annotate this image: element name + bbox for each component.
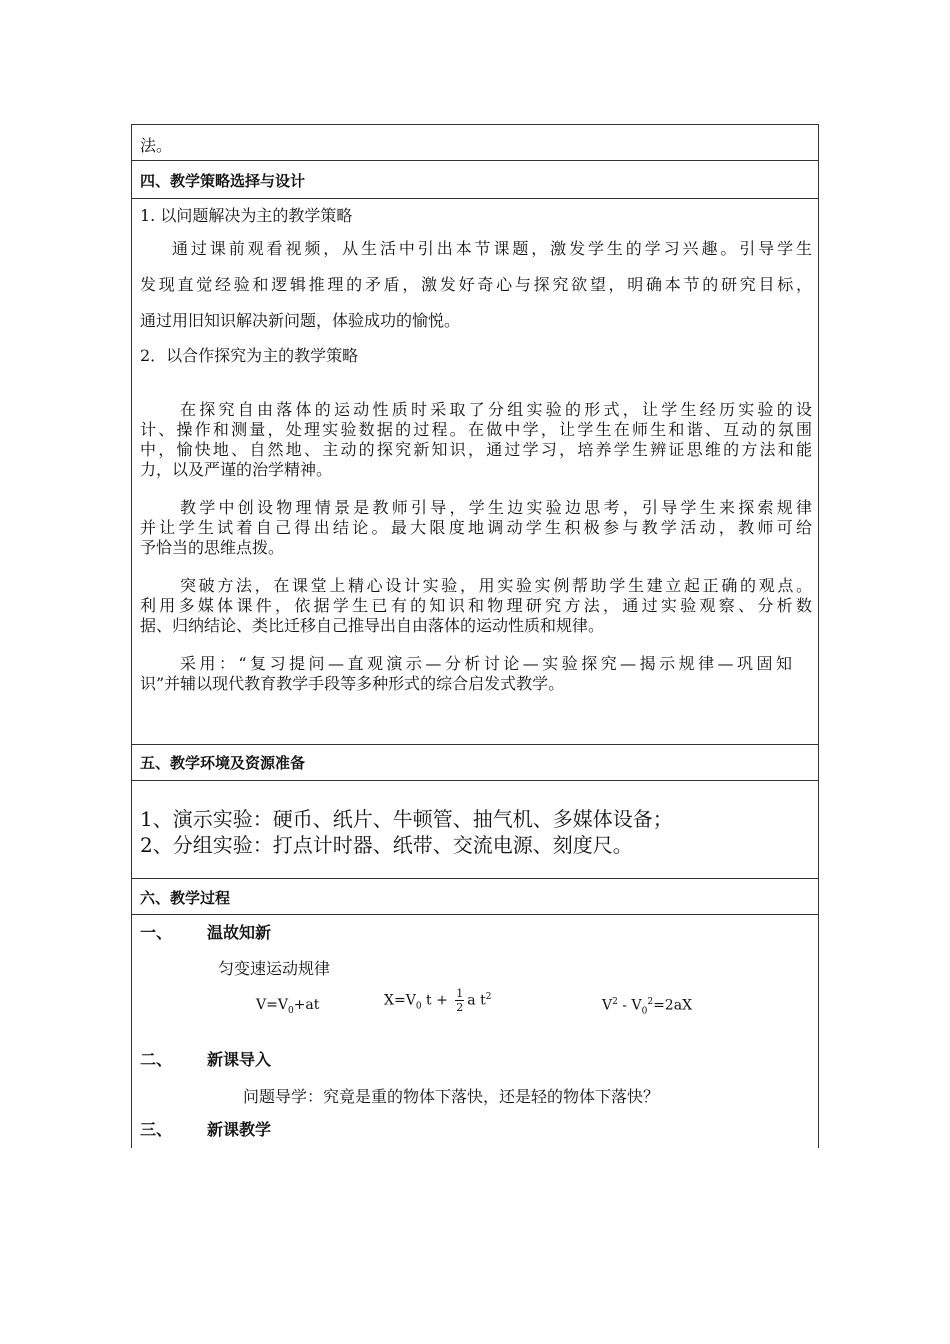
part-3-title: 新课教学 [207,1120,272,1139]
formula-velocity: $V=V_0+at$ [256,997,320,1016]
section-6-title: 六、教学过程 [140,889,231,907]
section-4-body [132,199,818,745]
strategy-2-p2-line-1: 教学中创设物理情景是教师引导，学生边实验边思考，引导学生来探索规律 [180,498,812,517]
strategy-2-p3-line-2: 利用多媒体课件，依据学生已有的知识和物理研究方法，通过实验观察、分析数 [140,596,812,615]
resource-line-1: 1、演示实验：硬币、纸片、牛顿管、抽气机、多媒体设备； [140,807,673,831]
lesson-plan-table [131,124,819,1148]
strategy-2-p3-line-3: 据、归纳结论、类比迁移自己推导出自由落体的运动性质和规律。 [140,616,605,635]
strategy-2-p1-line-1: 在探究自由落体的运动性质时采取了分组实验的形式，让学生经历实验的设 [180,400,812,419]
section-6-header [132,879,818,915]
continuation-text: 法。 [140,136,173,155]
strategy-2-p3-line-1: 突破方法，在课堂上精心设计实验，用实验实例帮助学生建立起正确的观点。 [180,576,812,595]
strategy-1-title: 1. 以问题解决为主的教学策略 [140,206,353,225]
strategy-1-line-2: 发现直觉经验和逻辑推理的矛盾，激发好奇心与探究欲望，明确本节的研究目标， [140,275,812,294]
part-3-number: 三、 [140,1120,173,1139]
strategy-2-p4-line-2: 识”并辅以现代教育教学手段等多种形式的综合启发式教学。 [140,674,565,693]
formula-displacement: $X=V_0$ t + $\frac{1}{2}$ a $t^2$ [384,987,492,1014]
strategy-2-p1-line-3: 中，愉快地、自然地、主动的探究新知识，通过学习，培养学生辨证思维的方法和能 [140,440,812,459]
section-4-title: 四、教学策略选择与设计 [140,172,306,190]
section-5-body [132,781,818,879]
part-1-title: 温故知新 [207,923,272,942]
strategy-2-p4-line-1: 采用：“复习提问—直观演示—分析讨论—实验探究—揭示规律—巩固知 [180,654,792,673]
part-2-title: 新课导入 [207,1050,272,1069]
strategy-2-title: 2．以合作探究为主的教学策略 [140,346,359,365]
strategy-2-p2-line-2: 并让学生试着自己得出结论。最大限度地调动学生积极参与教学活动，教师可给 [140,518,812,537]
formula-velocity-displacement: $V^2 - V_0^2=2aX$ [602,997,693,1017]
section-4-header [132,161,818,199]
resource-line-2: 2、分组实验：打点计时器、纸带、交流电源、刻度尺。 [140,833,633,857]
part-2-number: 二、 [140,1050,173,1069]
fraction-one-half: $\frac{1}{2}$ [456,987,464,1014]
strategy-1-line-1: 通过课前观看视频，从生活中引出本节课题，激发学生的学习兴趣。引导学生 [172,239,812,258]
strategy-2-p1-line-2: 计、操作和测量，处理实验数据的过程。在做中学，让学生在师生和谐、互动的氛围 [140,420,812,439]
part-1-number: 一、 [140,923,173,942]
section-5-header [132,745,818,781]
continuation-row [132,125,818,161]
strategy-1-line-3: 通过用旧知识解决新问题，体验成功的愉悦。 [140,311,461,330]
strategy-2-p1-line-4: 力，以及严谨的治学精神。 [140,460,333,479]
part-1-subtitle: 匀变速运动规律 [218,959,331,978]
section-6-body [132,915,818,1148]
section-5-title: 五、教学环境及资源准备 [140,754,306,772]
part-2-question: 问题导学：究竟是重的物体下落快，还是轻的物体下落快？ [243,1087,660,1106]
strategy-2-p2-line-3: 予恰当的思维点拨。 [140,538,285,557]
